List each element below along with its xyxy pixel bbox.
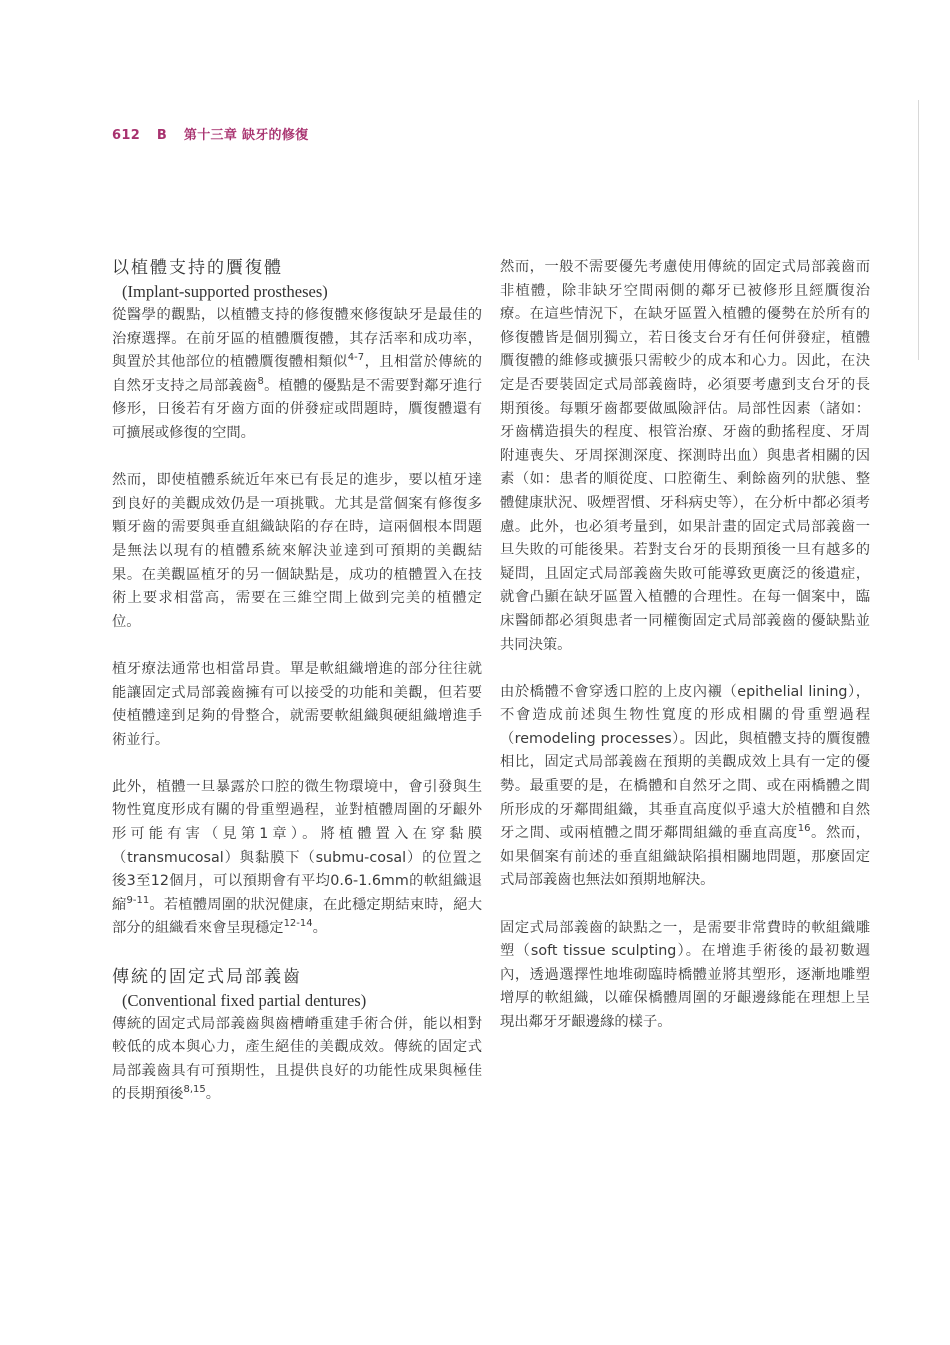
section-title: 傳統的固定式局部義齒 [112,966,302,987]
citation: 8,15 [183,1084,206,1096]
citation: 8 [257,376,264,388]
section-title-en: (Implant-supported prostheses) [122,282,328,301]
paragraph: 植牙療法通常也相當昂貴。單是軟組織增進的部分往往就能讓固定式局部義齒擁有可以接受的功能和美觀，但若要使植體達到足夠的骨整合，就需要軟組織與硬組織增進手術並行。 [112,660,482,748]
chapter-title: 第十三章 缺牙的修復 [183,128,309,143]
paragraph: 固定式局部義齒的缺點之一，是需要非常費時的軟組織雕塑（soft tissue sculpting）。在增進手術後的最初數週內，透過選擇性地堆砌臨時橋體並將其塑形，逐漸地雕塑增厚的軟組織，以確保橋體周圍的牙齦邊緣能在理想上呈現出鄰牙牙齦邊緣的樣子。 [500,919,870,1030]
citation: 4-7 [347,352,365,364]
part-label: B [156,128,168,143]
section-implant-supported [112,256,482,941]
section-title-en: (Conventional fixed partial dentures) [122,990,367,1010]
left-column [112,256,482,1107]
citation: 16 [797,823,811,835]
citation: 9-11 [126,895,150,907]
section-conventional-fpd [112,965,482,1107]
citation: 12-14 [283,918,313,930]
page-edge-divider [918,100,919,360]
paragraph: 由於橋體不會穿透口腔的上皮內襯（epithelial lining），不會造成前述與生物性寬度的形成相關的骨重塑過程（remodeling processes）。因此，與植體支持的贋復體相比，固定式局部義齒在預期的美觀成效上具有一定的優勢。最重要的是，在橋體和自然牙之間、或在兩橋體之間所形成的牙鄰間組織，其垂直高度似乎遠大於植體和自然牙之間、或兩植體之間牙鄰間組織的垂直高度$^{16}$。然而，如果個案有前述的垂直組織缺陷損相關地問題，那麼固定式局部義齒也無法如預期地解決。 [500,683,871,889]
paragraph: 然而，即使植體系統近年來已有長足的進步，要以植牙達到良好的美觀成效仍是一項挑戰。尤其是當個案有修復多顆牙齒的需要與垂直組織缺陷的存在時，這兩個根本問題是無法以現有的植體系統來解決並達到可預期的美觀結果。在美觀區植牙的另一個缺點是，成功的植體置入在技術上要求相當高，需要在三維空間上做到完美的植體定位。 [112,472,482,630]
paragraph: 此外，植體一旦暴露於口腔的微生物環境中，會引發與生物性寬度形成有關的骨重塑過程，並對植體周圍的牙齦外形可能有害（見第1章）。將植體置入在穿黏膜（transmucosal）與黏膜下（submu-cosal）的位置之後3至12個月，可以預期會有平均0.6-1.6mm的軟組織退縮$^{9-11}$。若植體周圍的狀況健康，在此穩定期結束時，絕大部分的組織看來會呈現穩定$^{12-14}$。 [112,778,483,937]
paragraph: 從醫學的觀點，以植體支持的修復體來修復缺牙是最佳的治療選擇。在前牙區的植體贋復體，其存活率和成功率，與置於其他部位的植體贋復體相類似$^{4-7}$，且相當於傳統的自然牙支持之局部義齒$^8$。植體的優點是不需要對鄰牙進行修形，日後若有牙齒方面的併發症或問題時，贋復體還有可擴展或修復的空間。 [112,307,483,441]
paragraph: 傳統的固定式局部義齒與齒槽嵴重建手術合併，能以相對較低的成本與心力，產生絕佳的美觀成效。傳統的固定式局部義齒具有可預期性，且提供良好的功能性成果與極佳的長期預後$^{8,15}$。 [112,1015,482,1103]
section-title: 以植體支持的贋復體 [112,258,283,278]
right-column [500,256,870,1035]
page-number: 612 [112,128,141,143]
paragraph: 然而，一般不需要優先考慮使用傳統的固定式局部義齒而非植體，除非缺牙空間兩側的鄰牙已被修形且經贋復治療。在這些情況下，在缺牙區置入植體的優勢在於所有的修復體皆是個別獨立，若日後支台牙有任何併發症，植體贋復體的維修或擴張只需較少的成本和心力。因此，在決定是否要裝固定式局部義齒時，必須要考慮到支台牙的長期預後。每顆牙齒都要做風險評估。局部性因素（諸如：牙齒構造損失的程度、根管治療、牙齒的動搖程度、牙周附連喪失、牙周探測深度、探測時出血）與患者相關的因素（如：患者的順從度、口腔衛生、剩餘齒列的狀態、整體健康狀況、吸煙習慣、牙科病史等），在分析中都必須考慮。此外，也必須考量到，如果計畫的固定式局部義齒一旦失敗的可能後果。若對支台牙的長期預後一旦有越多的疑問，且固定式局部義齒失敗可能導致更廣泛的後遺症，就會凸顯在缺牙區置入植體的合理性。在每一個案中，臨床醫師都必須與患者一同權衡固定式局部義齒的優缺點並共同決策。 [500,259,870,653]
running-header [112,124,320,143]
